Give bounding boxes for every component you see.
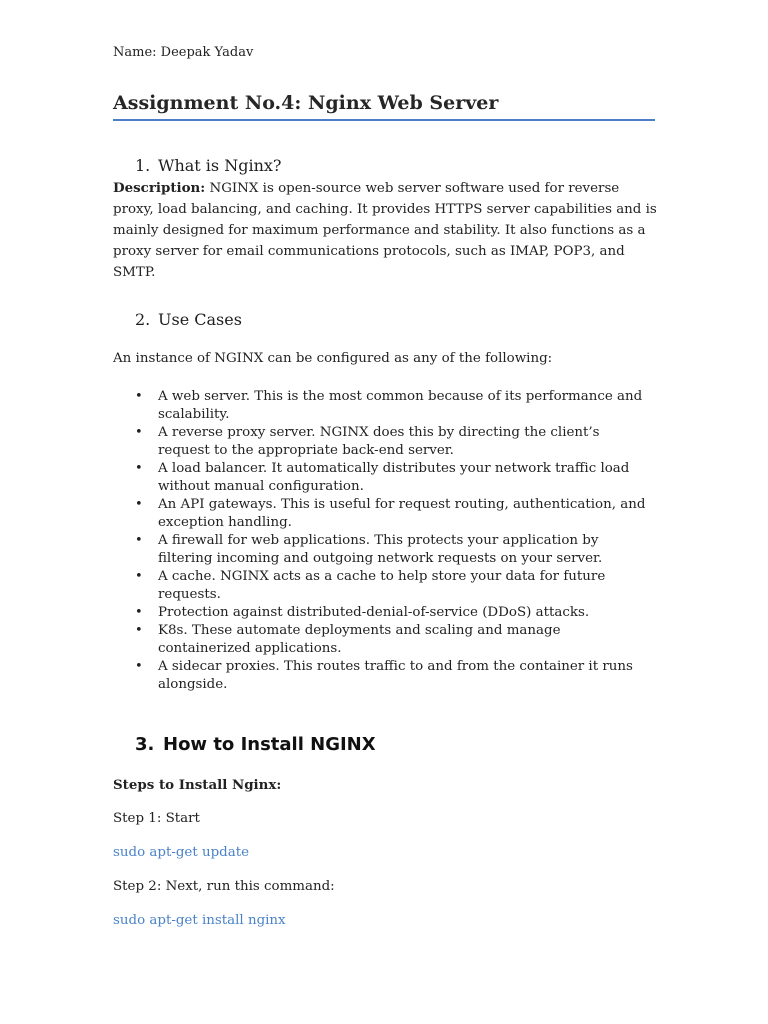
description-text: NGINX is open-source web server software used for reverse proxy, load balancing, and caching. It provides HTTPS server capabilities and is mainly designed for maximum performance and stability. It also functions as a proxy server for email communications protocols, such as IMAP, POP3, and SMTP. [113,181,657,280]
command-update: sudo apt-get update [113,845,250,860]
section-number: 2. [135,310,151,329]
command-install: sudo apt-get install nginx [113,913,286,928]
section-title: What is Nginx? [158,156,282,175]
list-item: • K8s. These automate deployments and scaling and manage containerized applications. [113,622,655,658]
list-item: • A web server. This is the most common because of its performance and scalability. [113,388,655,424]
list-item: • A cache. NGINX acts as a cache to help store your data for future requests. [113,568,655,604]
step-2: Step 2: Next, run this command: [113,879,335,894]
list-item: • A load balancer. It automatically distributes your network traffic load without manual configuration. [113,460,655,496]
list-item: • A sidecar proxies. This routes traffic to and from the container it runs alongside. [113,658,655,694]
description-label: Description: [113,180,206,196]
list-item: • An API gateways. This is useful for request routing, authentication, and exception handling. [113,496,655,532]
list-item: • A reverse proxy server. NGINX does this by directing the client’s request to the appropriate back-end server. [113,424,655,460]
step-1: Step 1: Start [113,811,200,826]
author-name: Name: Deepak Yadav [113,45,254,60]
section-number: 1. [135,156,151,175]
list-item: • Protection against distributed-denial-of-service (DDoS) attacks. [113,604,655,622]
list-item: • A firewall for web applications. This protects your application by filtering incoming and outgoing network requests on your server. [113,532,655,568]
use-cases-list [113,388,655,694]
document-title: Assignment No.4: Nginx Web Server [113,92,655,121]
section-title: Use Cases [158,310,242,329]
use-cases-intro: An instance of NGINX can be configured as any of the following: [113,351,553,366]
steps-heading: Steps to Install Nginx: [113,777,282,793]
description-paragraph [113,178,658,283]
section-title: How to Install NGINX [163,734,376,755]
section-heading-use-cases [135,310,242,329]
section-heading-install [135,734,376,755]
section-number: 3. [135,734,155,755]
section-heading-what-is-nginx [135,156,281,175]
